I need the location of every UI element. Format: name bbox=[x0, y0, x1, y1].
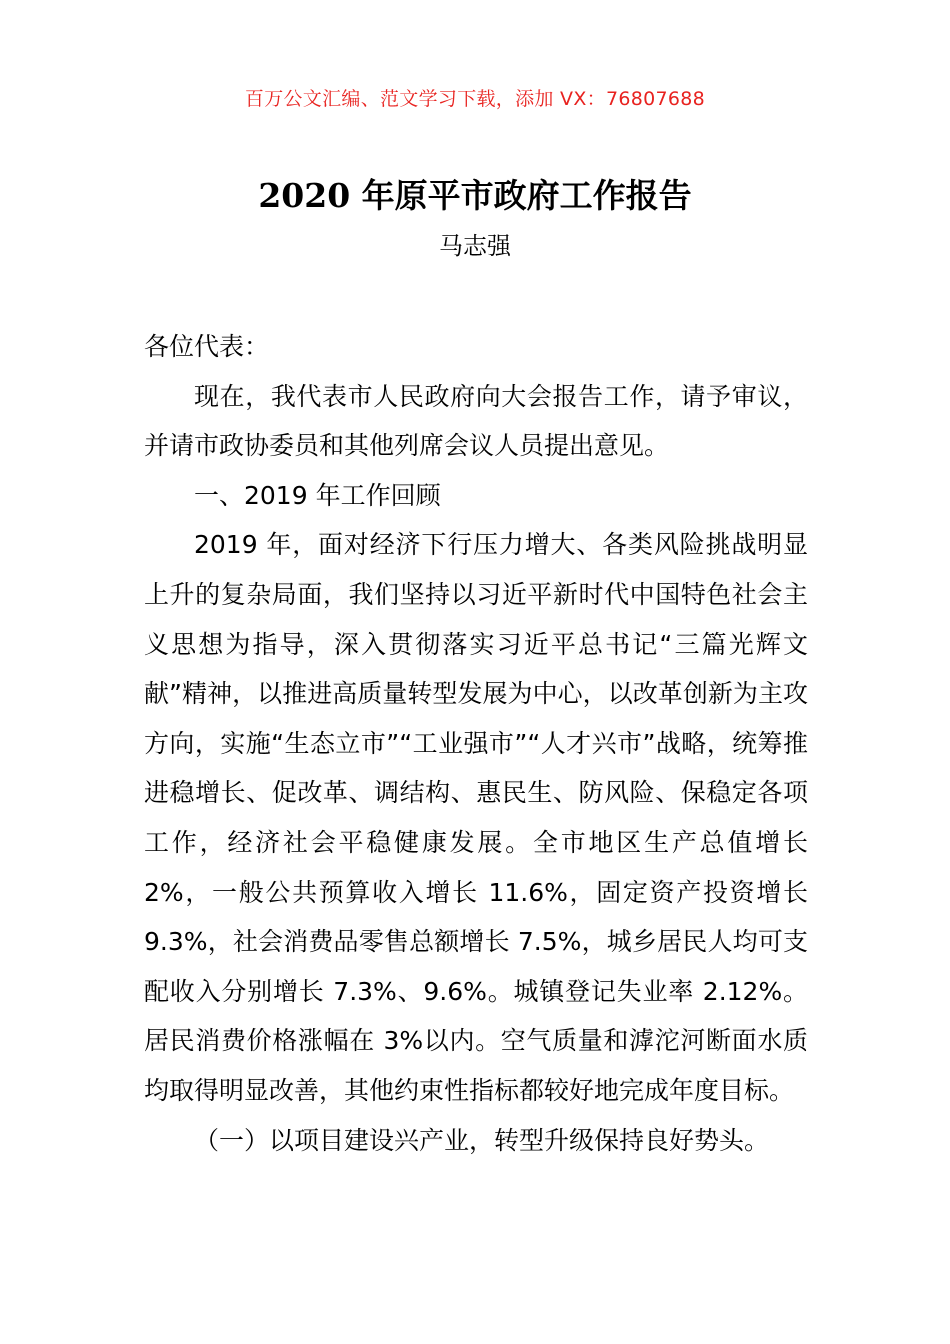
section-heading: 一、2019 年工作回顾 bbox=[194, 480, 441, 510]
document-body bbox=[144, 322, 808, 1165]
watermark-banner: 百万公文汇编、范文学习下载，添加 VX：76807688 bbox=[244, 88, 706, 110]
salutation: 各位代表： bbox=[144, 332, 270, 361]
author-name: 马志强 bbox=[439, 232, 511, 260]
subsection-heading: （一）以项目建设兴产业，转型升级保持良好势头。 bbox=[194, 1125, 770, 1155]
intro-paragraph: 现在，我代表市人民政府向大会报告工作，请予审议，并请市政协委员和其他列席会议人员提出意见。 bbox=[144, 381, 808, 461]
page-title: 2020 年原平市政府工作报告 bbox=[258, 176, 692, 215]
section-body-paragraph: 2019 年，面对经济下行压力增大、各类风险挑战明显上升的复杂局面，我们坚持以习近平新时代中国特色社会主义思想为指导，深入贯彻落实习近平总书记“三篇光辉文献”精神，以推进高质量转型发展为中心，以改革创新为主攻方向，实施“生态立市”“工业强市”“人才兴市”战略，统筹推进稳增长、促改革、调结构、惠民生、防风险、保稳定各项工作，经济社会平稳健康发展。全市地区生产总值增长 2%，一般公共预算收入增长 11.6%，固定资产投资增长 9.3%，社会消费品零售总额增长 7.5%，城乡居民人均可支配收入分别增长 7.3%、9.6%。城镇登记失业率 2.12%。居民消费价格涨幅在 3%以内。空气质量和滹沱河断面水质均取得明显改善，其他约束性指标都较好地完成年度目标。 bbox=[144, 530, 808, 1105]
